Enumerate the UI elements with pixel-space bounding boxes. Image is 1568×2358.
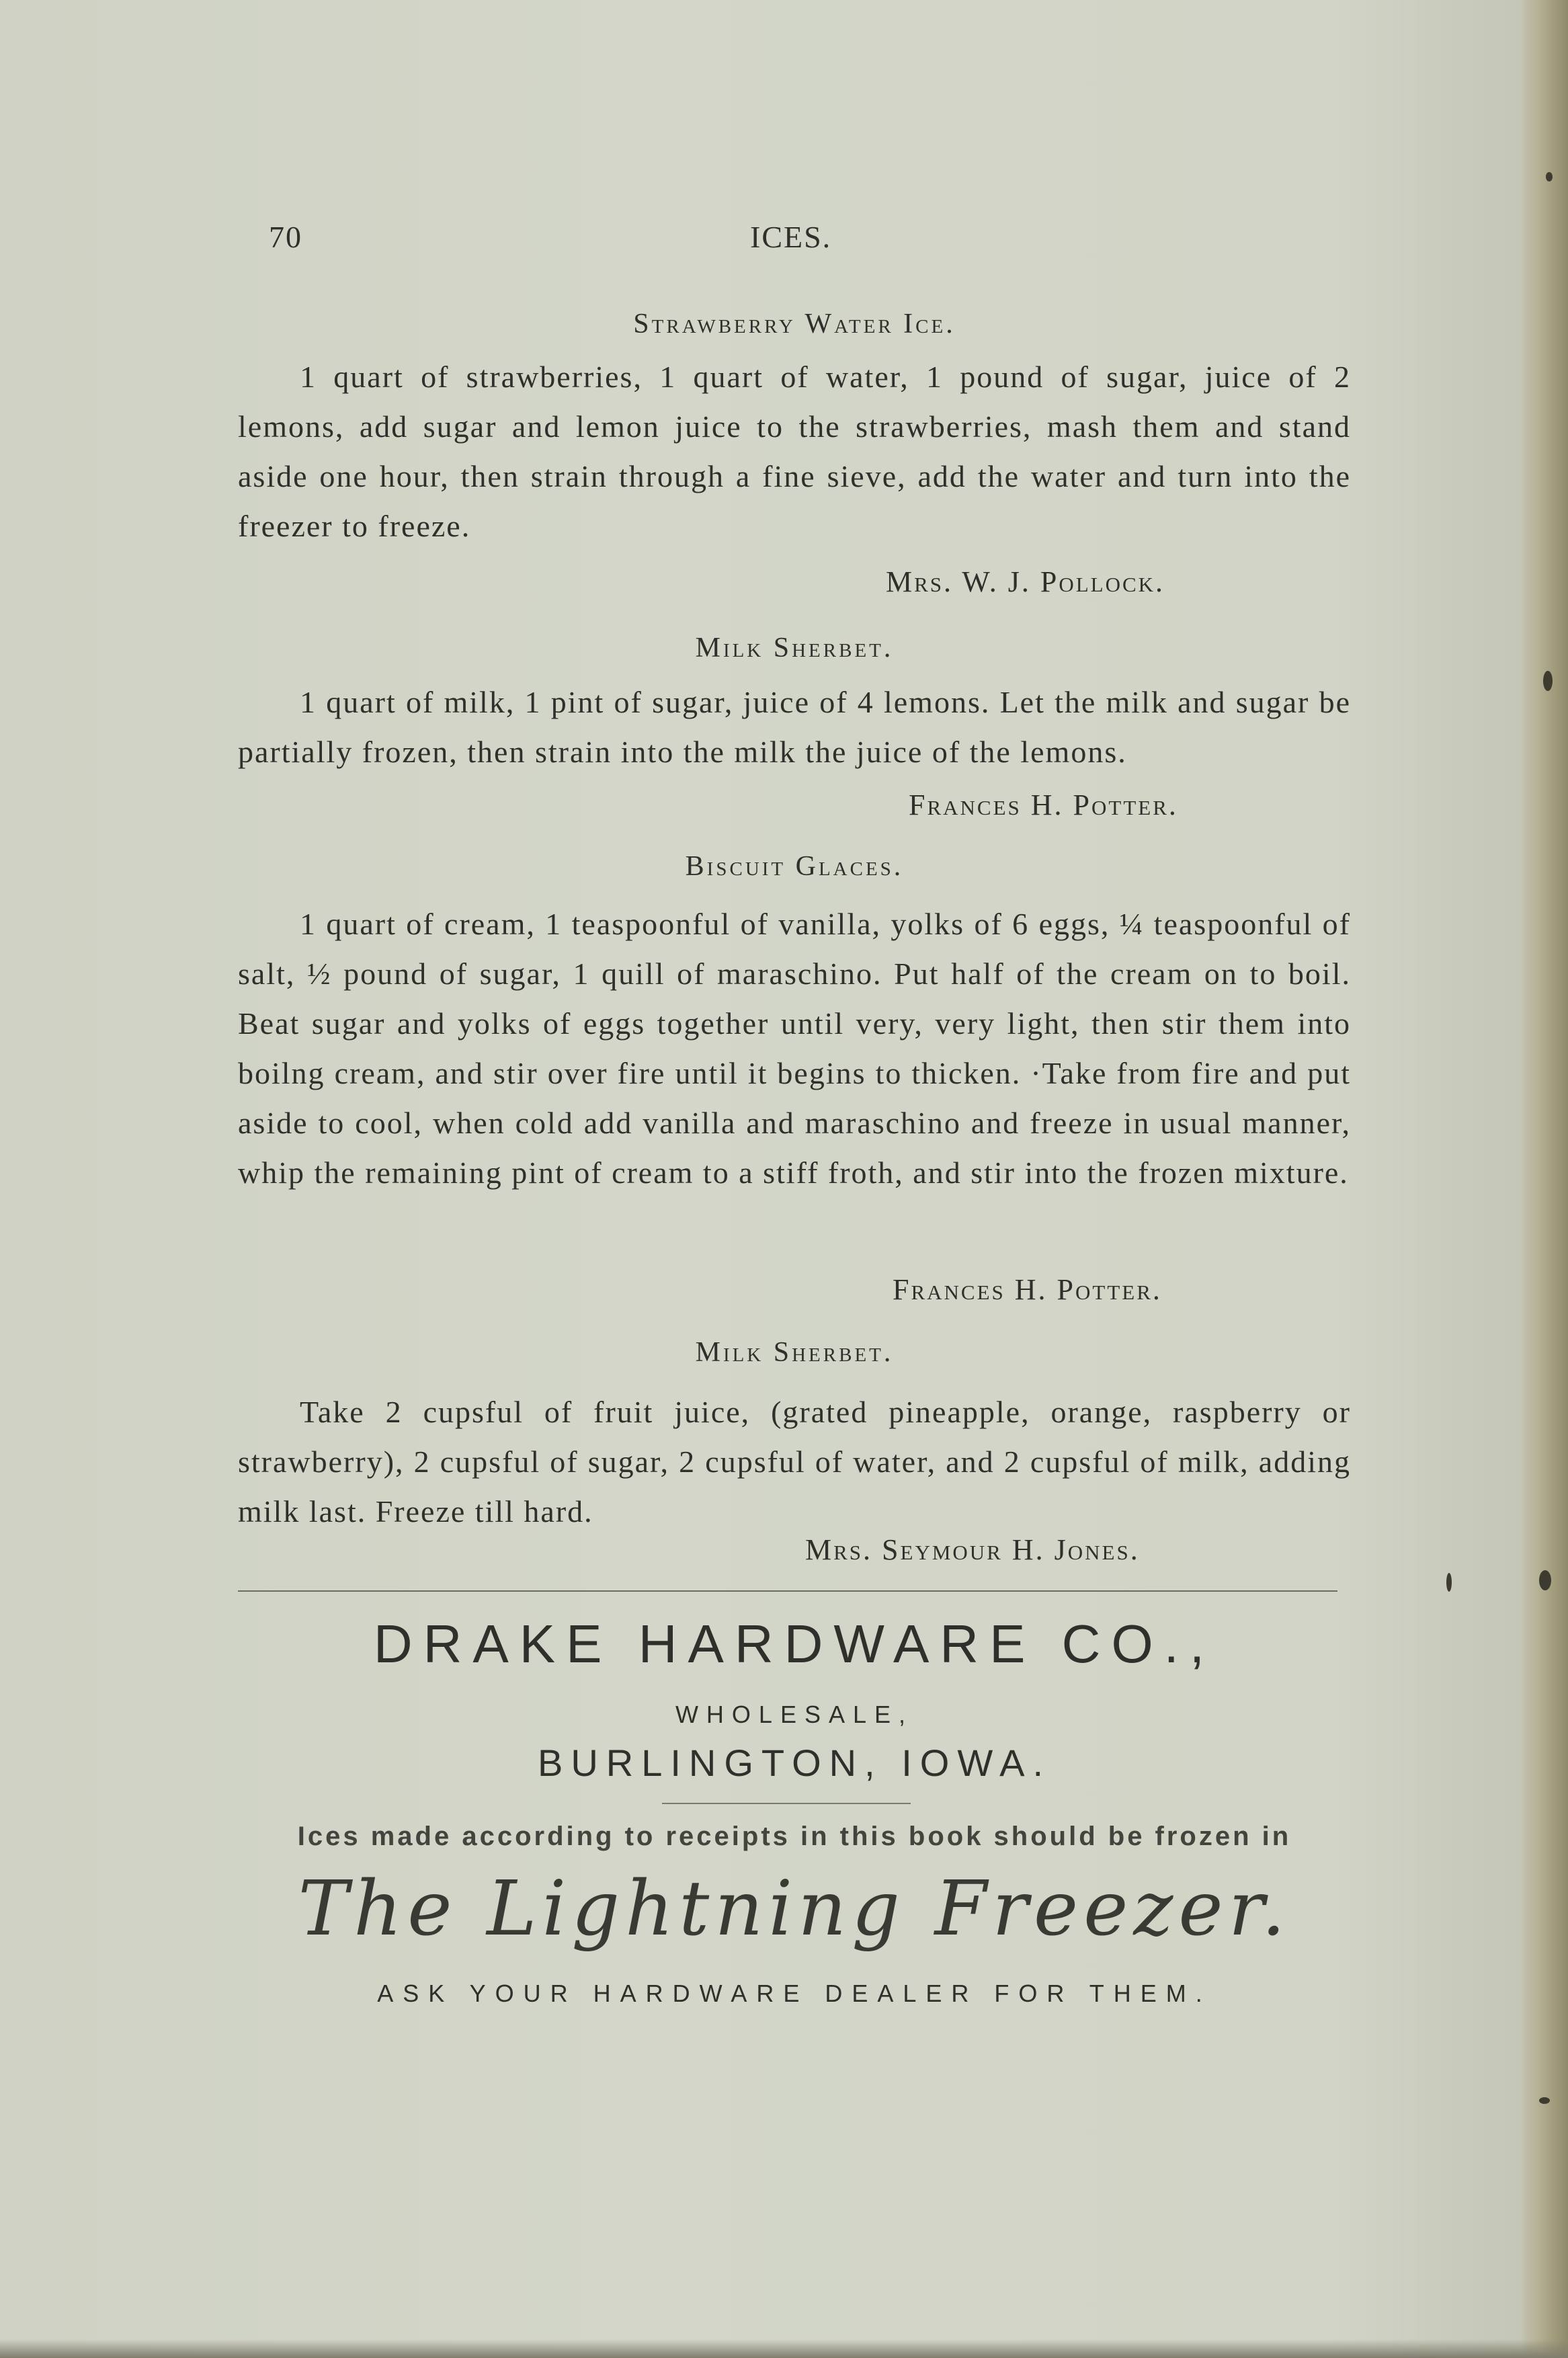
recipe-title: Milk Sherbet. — [695, 1337, 894, 1368]
recipe-body: 1 quart of strawberries, 1 quart of water, 1 pound of sugar, juice of 2 lemons, add sugar and lemon juice to the strawberries, mash them and stand aside one hour, then strain through a fine sieve, add the water and turn into the freezer to freeze. — [238, 360, 1351, 543]
margin-mark — [1539, 1570, 1551, 1590]
ad-wholesale-label: WHOLESALE, — [675, 1701, 914, 1728]
recipe-title: Strawberry Water Ice. — [633, 309, 956, 339]
page-edge-shadow — [1521, 0, 1568, 2358]
recipe-author: Frances H. Potter. — [909, 788, 1178, 821]
recipe-title: Milk Sherbet. — [695, 633, 894, 663]
recipe-title: Biscuit Glaces. — [685, 851, 904, 882]
recipe-author: Mrs. Seymour H. Jones. — [805, 1533, 1140, 1566]
page-header — [269, 219, 941, 259]
ad-note: Ices made according to receipts in this book should be frozen in — [297, 1822, 1292, 1851]
ad-city: BURLINGTON, IOWA. — [537, 1742, 1052, 1784]
margin-mark — [1543, 671, 1553, 691]
margin-mark — [1446, 1573, 1452, 1592]
recipe-body: Take 2 cupsful of fruit juice, (grated pineapple, orange, raspberry or strawberry), 2 cupsful of sugar, 2 cupsful of water, and 2 cupsful of milk, adding milk last. Freeze till hard. — [238, 1395, 1351, 1529]
ad-company-name: DRAKE HARDWARE CO., — [373, 1614, 1216, 1674]
ad-call-to-action: ASK YOUR HARDWARE DEALER FOR THEM. — [377, 1980, 1212, 2007]
running-title: ICES. — [750, 220, 832, 254]
recipe-body: 1 quart of cream, 1 teaspoonful of vanilla, yolks of 6 eggs, ¼ teaspoonful of salt, ½ pound of sugar, 1 quill of maraschino. Put half of the cream on to boil. Beat sugar and yolks of eggs together until very, very light, then stir them into boilng cream, and stir over fire until it begins to thicken. ·Take from fire and put aside to cool, when cold add vanilla and maraschino and freeze in usual manner, whip the remaining pint of cream to a stiff froth, and stir into the frozen mixture. — [238, 907, 1351, 1190]
page-bottom-shadow — [0, 2339, 1568, 2358]
page-number: 70 — [269, 220, 302, 254]
margin-mark — [1546, 172, 1553, 181]
recipe-body: 1 quart of milk, 1 pint of sugar, juice of 4 lemons. Let the milk and sugar be partially frozen, then strain into the milk the juice of the lemons. — [238, 685, 1351, 769]
recipe-author: Frances H. Potter. — [893, 1273, 1162, 1306]
section-divider — [238, 1590, 1337, 1592]
ad-divider — [662, 1803, 911, 1804]
recipe-author: Mrs. W. J. Pollock. — [886, 565, 1165, 598]
ad-brand-name: The Lightning Freezer. — [298, 1865, 1291, 1953]
margin-mark — [1539, 2097, 1550, 2104]
